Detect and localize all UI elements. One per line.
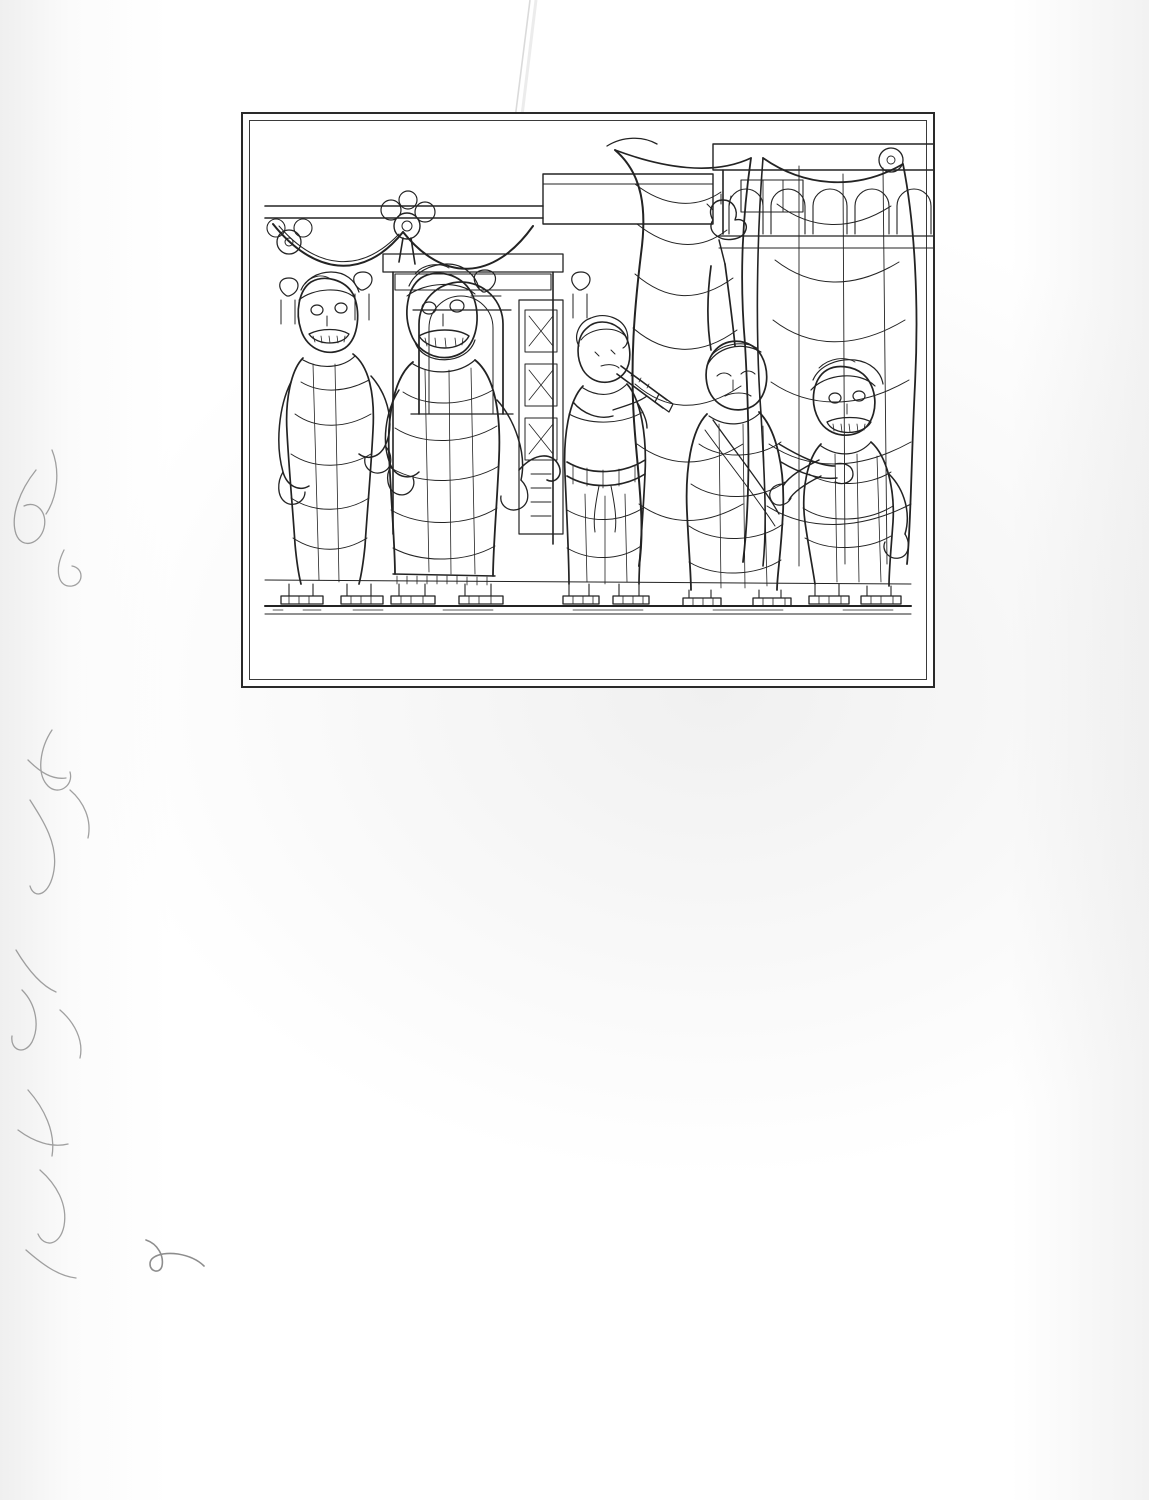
page-content [148, 78, 1028, 770]
figure-comedy-scene [148, 112, 1028, 688]
comedy-scene-engraving [243, 114, 933, 686]
figure-image-frame [241, 112, 935, 688]
spacer [148, 706, 1028, 732]
